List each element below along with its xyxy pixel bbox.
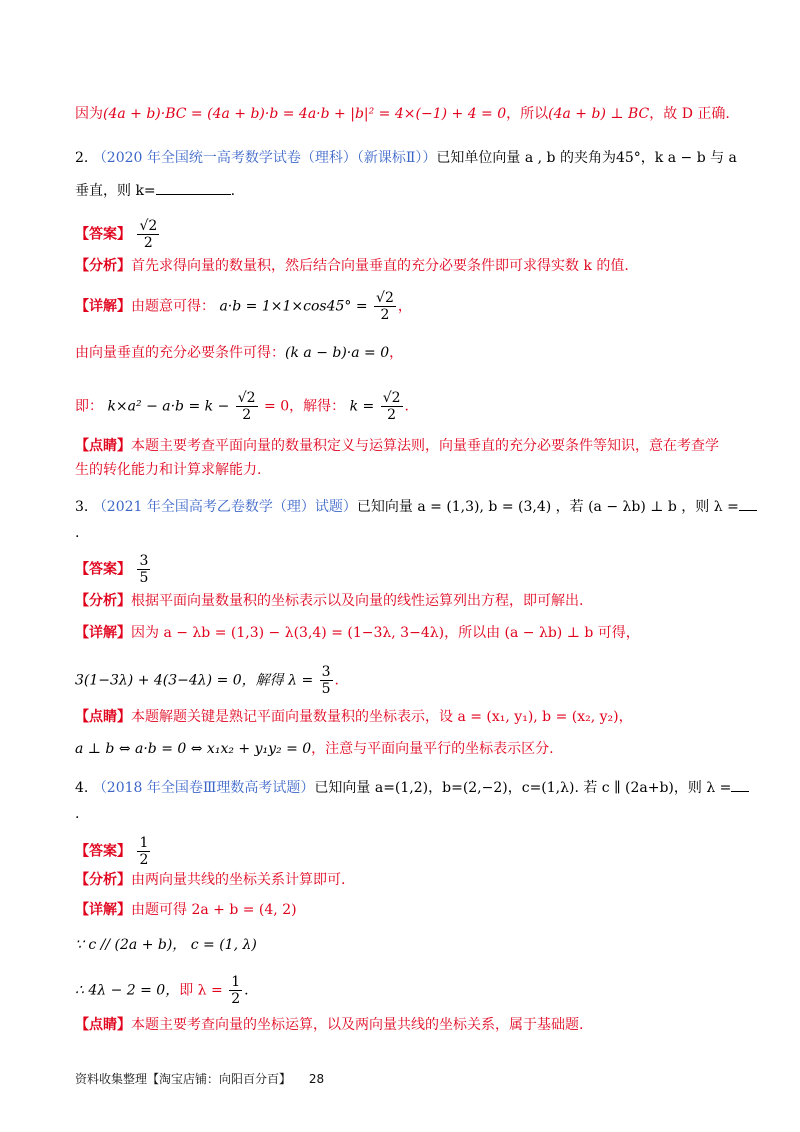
q2-comment2: 生的转化能力和计算求解能力.: [75, 462, 262, 478]
q4-detail1-text: 由题可得 2a + b = (4, 2): [131, 902, 297, 918]
q4-comment-text: 本题主要考查向量的坐标运算，以及两向量共线的坐标关系，属于基础题.: [131, 1017, 584, 1033]
header-mid: ，所以: [506, 106, 549, 122]
q2-detail1-end: ，: [397, 298, 412, 315]
footer-text: 资料收集整理【淘宝店铺：向阳百分百】: [75, 1072, 292, 1086]
q2-detail2-end: ，: [389, 345, 404, 361]
q2-detail3: [75, 390, 740, 423]
q2-detail1-denominator: 2: [380, 307, 390, 323]
q4-comment-tag: 【点睛】: [75, 1017, 131, 1033]
q2-detail3-k: k =: [349, 398, 375, 415]
q2-detail1: [75, 290, 740, 323]
q4-answer-blank: [731, 777, 749, 792]
header-lead: 因为: [75, 106, 103, 122]
q2-detail2-lead: 由向量垂直的充分必要条件可得：: [75, 345, 285, 361]
q4-detail1: [75, 899, 740, 921]
q2-detail3-end: .: [404, 398, 409, 415]
q4-analysis-text: 由两向量共线的坐标关系计算即可.: [131, 872, 346, 888]
q2-source: （2020 年全国统一高考数学试卷（理科）（新课标Ⅱ））: [92, 150, 437, 166]
q2-comment-line2: [75, 459, 740, 481]
q2-detail3-fraction2: [381, 390, 403, 423]
page-number: 28: [308, 1072, 325, 1086]
q3-stem-text: 已知向量 a = (1,3), b = (3,4) ，若 (a − λb) ⊥ b ，则 λ =: [356, 499, 739, 515]
q2-detail1-lead: 由题意可得：: [131, 298, 215, 315]
q2-number: 2.: [75, 150, 89, 166]
q2-detail3-lead: 即：: [75, 398, 103, 415]
q2-detail1-expr: a·b = 1×1×cos45° =: [219, 298, 368, 315]
q3-comment2-text: ，注意与平面向量平行的坐标表示区分.: [311, 741, 554, 757]
q2-detail2: [75, 342, 740, 364]
q4-answer: [75, 835, 740, 868]
q2-stem-line1: [75, 147, 740, 169]
q2-comment-line1: [75, 435, 740, 457]
q3-detail2-fraction: [320, 664, 333, 697]
header-line: [75, 103, 740, 125]
q2-answer-denominator: 2: [143, 235, 153, 251]
q3-answer: [75, 553, 740, 586]
q4-detail3-numerator: 1: [231, 974, 241, 990]
q2-detail1-fraction: [374, 290, 396, 323]
q3-detail2-end: .: [334, 672, 339, 689]
q3-detail1-text: 因为 a − λb = (1,3) − λ(3,4) = (1−3λ, 3−4λ)，所以由 (a − λb) ⊥ b 可得，: [131, 625, 640, 641]
q4-analysis: [75, 869, 740, 891]
q2-stem2: 垂直，则 k=: [75, 183, 156, 199]
q2-detail3-numerator: √2: [237, 390, 256, 406]
q4-dot-text: .: [75, 806, 80, 822]
q2-analysis: [75, 255, 740, 277]
header-tail: ，故 D 正确.: [649, 106, 730, 122]
q4-detail3-expr: ∴ 4λ − 2 = 0，: [75, 982, 180, 999]
q3-answer-fraction: [137, 553, 150, 586]
q2-answer-fraction: [137, 218, 159, 251]
q3-detail1: [75, 622, 740, 644]
q4-comment: [75, 1014, 740, 1036]
q4-answer-tag: 【答案】: [75, 843, 131, 860]
q2-detail-tag: 【详解】: [75, 298, 131, 315]
q2-comment-tag: 【点睛】: [75, 438, 131, 454]
q4-detail3-text: 即 λ =: [179, 982, 223, 999]
q3-analysis-text: 根据平面向量数量积的坐标表示以及向量的线性运算列出方程，即可解出.: [131, 593, 584, 609]
q3-comment-tag: 【点睛】: [75, 709, 131, 725]
q2-detail3-expr: k×a² − a·b = k −: [107, 398, 230, 415]
q3-detail2-numerator: 3: [321, 664, 331, 680]
q3-answer-blank: [739, 496, 757, 511]
q3-source: （2021 年全国高考乙卷数学（理）试题）: [92, 499, 357, 515]
q4-detail3-denominator: 2: [231, 991, 241, 1007]
page-footer: [75, 1070, 324, 1087]
q2-detail2-expr: (k a − b)·a = 0: [285, 345, 390, 361]
q4-answer-numerator: 1: [139, 835, 149, 851]
q2-detail3-numerator2: √2: [382, 390, 401, 406]
q2-detail3-denominator2: 2: [387, 407, 397, 423]
q3-detail2: [75, 664, 740, 697]
q4-detail3-end: .: [244, 982, 249, 999]
q4-detail3-fraction: [229, 974, 242, 1007]
q3-detail-tag: 【详解】: [75, 625, 131, 641]
q4-answer-denominator: 2: [139, 852, 149, 868]
q2-answer-tag: 【答案】: [75, 226, 131, 243]
q2-answer-numerator: √2: [139, 218, 158, 234]
q3-answer-denominator: 5: [139, 570, 149, 586]
q3-comment-line2: [75, 738, 740, 760]
q3-analysis-tag: 【分析】: [75, 593, 131, 609]
q2-answer-blank: [156, 180, 231, 195]
q2-detail3-denominator: 2: [242, 407, 252, 423]
q3-number: 3.: [75, 499, 89, 515]
q4-detail3: [75, 974, 740, 1007]
q4-dot: [75, 803, 740, 825]
q2-stem-end: .: [230, 183, 236, 199]
q2-stem-line2: [75, 180, 740, 202]
q4-source: （2018 年全国卷Ⅲ理数高考试题）: [92, 780, 315, 796]
q4-detail-tag: 【详解】: [75, 902, 131, 918]
q2-analysis-tag: 【分析】: [75, 258, 131, 274]
q4-analysis-tag: 【分析】: [75, 872, 131, 888]
q3-dot: [75, 522, 740, 544]
q3-comment-line1: [75, 706, 740, 728]
q4-answer-fraction: [137, 835, 150, 868]
q2-stem1: 已知单位向量 a , b 的夹角为45°，k a − b 与 a: [436, 150, 737, 166]
header-expr: (4a + b)·BC = (4a + b)·b = 4a·b + |b|² = 4×(−1) + 4 = 0: [103, 106, 507, 122]
q3-comment2-expr: a ⊥ b ⇔ a·b = 0 ⇔ x₁x₂ + y₁y₂ = 0: [75, 741, 312, 757]
q4-stem: [75, 777, 740, 799]
q4-detail2-text: ∵ c // (2a + b)， c = (1, λ): [75, 937, 257, 953]
q2-comment1: 本题主要考查平面向量的数量积定义与运算法则，向量垂直的充分必要条件等知识，意在考查学: [131, 438, 719, 454]
q2-analysis-text: 首先求得向量的数量积，然后结合向量垂直的充分必要条件即可求得实数 k 的值.: [131, 258, 629, 274]
q2-answer: [75, 218, 740, 251]
q2-detail3-mid: = 0，解得：: [264, 398, 346, 415]
q3-detail2-expr: 3(1−3λ) + 4(3−4λ) = 0，解得 λ =: [75, 672, 314, 689]
q2-detail1-numerator: √2: [376, 290, 394, 306]
q3-answer-tag: 【答案】: [75, 561, 131, 578]
q2-detail3-fraction: [236, 390, 258, 423]
q3-analysis: [75, 590, 740, 612]
q3-stem: [75, 496, 740, 518]
header-conclusion: (4a + b) ⊥ BC: [548, 106, 650, 122]
q3-answer-numerator: 3: [139, 553, 149, 569]
q4-stem-text: 已知向量 a=(1,2)，b=(2,−2)，c=(1,λ). 若 c ∥ (2a+b)，则 λ =: [314, 780, 732, 796]
q3-comment1: 本题解题关键是熟记平面向量数量积的坐标表示，设 a = (x₁, y₁), b = (x₂, y₂)，: [131, 709, 633, 725]
q3-dot-text: .: [75, 525, 80, 541]
q4-detail2: [75, 934, 740, 956]
q4-number: 4.: [75, 780, 89, 796]
q3-detail2-denominator: 5: [321, 681, 331, 697]
